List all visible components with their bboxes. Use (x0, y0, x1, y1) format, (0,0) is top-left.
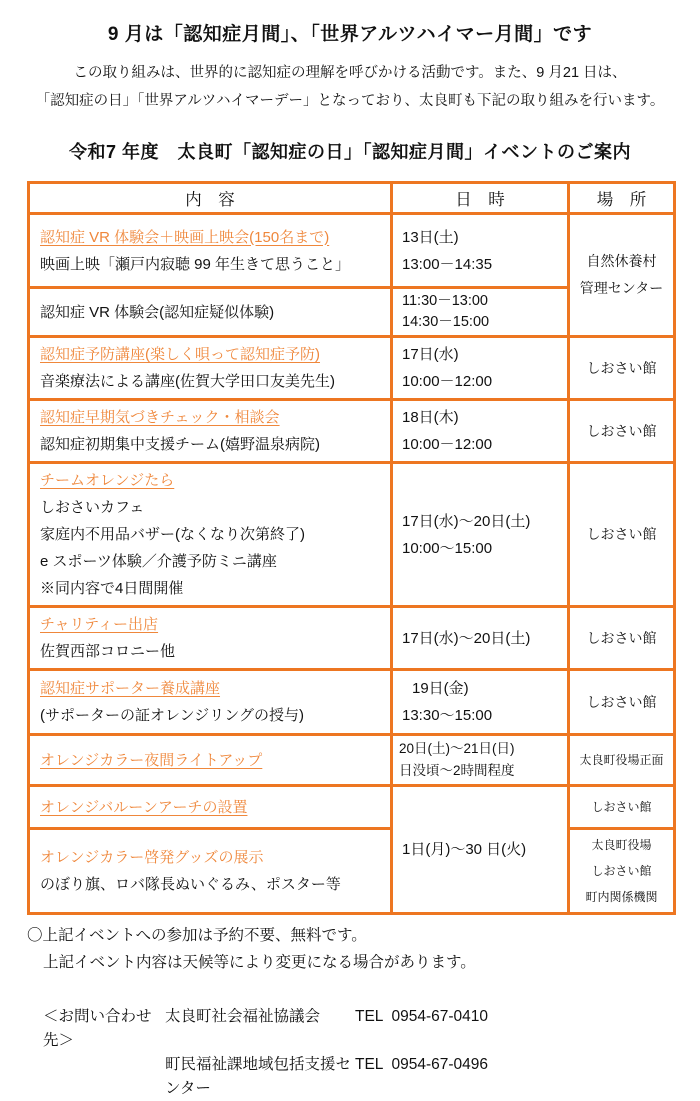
event-detail: ※同内容で4日間開催 (40, 580, 184, 597)
event-detail: 佐賀西部コロニー他 (40, 643, 176, 660)
table-row (29, 400, 675, 463)
event-date-souki-check (392, 400, 569, 463)
table-row (29, 607, 675, 670)
event-date-month-long (392, 786, 569, 914)
event-link-lightup[interactable]: オレンジカラー夜間ライトアップ (40, 751, 263, 769)
event-link-charity[interactable]: チャリティー出店 (40, 616, 159, 633)
event-place-multiple (569, 829, 675, 914)
date-line: 日没頃～2時間程度 (399, 763, 515, 778)
event-link-yobo-koza[interactable]: 認知症予防講座(楽しく唄って認知症予防) (40, 346, 320, 363)
date-line: 1日(月)～30 日(火) (402, 841, 527, 858)
event-content-supporter (29, 670, 392, 735)
event-detail: 認知症 VR 体験会(認知症疑似体験) (40, 303, 275, 321)
contact-label-spacer (43, 1053, 165, 1101)
events-title: 令和7 年度 太良町「認知症の日」「認知症月間」イベントのご案内 (68, 142, 631, 162)
date-line: 11:30－13:00 (402, 293, 488, 309)
table-row (29, 670, 675, 735)
events-table (27, 181, 676, 915)
event-date-team-orange (392, 463, 569, 607)
intro-line-1: この取り組みは、世界的に認知症の理解を呼びかける活動です。また、9 月21 日は、 (73, 65, 627, 81)
event-place-nature-center (569, 214, 675, 337)
event-content-yobo-koza (29, 337, 392, 400)
event-place-shiosai: しおさい館 (569, 607, 675, 670)
table-row (29, 735, 675, 786)
contact-row-1 (43, 1005, 673, 1053)
event-detail: 映画上映「瀬戸内寂聴 99 年生きて思うこと」 (40, 255, 351, 273)
content-column-header: 内 容 (29, 183, 392, 214)
contact-row-2 (43, 1053, 673, 1101)
event-place-shiosai: しおさい館 (569, 786, 675, 829)
event-date-charity (392, 607, 569, 670)
event-content-vr-taiken (29, 288, 392, 337)
event-date-lightup (392, 735, 569, 786)
event-detail: 認知症初期集中支援チーム(嬉野温泉病院) (40, 436, 320, 453)
table-row (29, 214, 675, 288)
date-line: 13:00－14:35 (402, 255, 493, 273)
event-place-shiosai: しおさい館 (569, 463, 675, 607)
notes (27, 922, 673, 976)
event-content-lightup (29, 735, 392, 786)
date-line: 18日(木) (402, 409, 459, 426)
event-link-vr-movie[interactable]: 認知症 VR 体験会＋映画上映会(150名まで) (40, 228, 330, 246)
event-place-shiosai: しおさい館 (569, 670, 675, 735)
event-place-shiosai: しおさい館 (569, 400, 675, 463)
contact-tel-1: TEL 0954-67-0410 (355, 1008, 488, 1025)
date-line: 17日(水) (402, 346, 459, 363)
date-line: 10:00～15:00 (402, 539, 493, 557)
event-detail: のぼり旗、ロバ隊長ぬいぐるみ、ポスター等 (40, 876, 341, 893)
event-content-goods (29, 829, 392, 914)
note-line-2: 上記イベント内容は天候等により変更になる場合があります。 (43, 954, 476, 971)
date-line: 17日(水)～20日(土) (402, 512, 531, 530)
date-line: 14:30－15:00 (402, 314, 490, 330)
event-content-charity (29, 607, 392, 670)
intro-line-2: 「認知症の日」「世界アルツハイマーデー」となっており、太良町も下記の取り組みを行います。 (35, 93, 665, 109)
date-line: 10:00－12:00 (402, 436, 493, 453)
date-line: 17日(水)～20日(土) (402, 629, 531, 647)
table-row (29, 337, 675, 400)
date-line: 10:00－12:00 (402, 373, 493, 390)
event-content-team-orange (29, 463, 392, 607)
event-place-town-hall-front: 太良町役場正面 (569, 735, 675, 786)
place-line: 太良町役場 (591, 838, 652, 852)
event-content-balloon-arch (29, 786, 392, 829)
date-line: 13日(土) (402, 228, 459, 246)
place-line: 管理センター (579, 280, 664, 296)
event-date-vr-taiken (392, 288, 569, 337)
note-line-1: 〇上記イベントへの参加は予約不要、無料です。 (27, 927, 367, 944)
place-column-header: 場 所 (569, 183, 675, 214)
place-line: 町内関係機関 (585, 890, 658, 904)
event-title-goods: オレンジカラー啓発グッズの展示 (40, 849, 264, 866)
date-line: 19日(金) (412, 680, 469, 697)
contact-org-2: 町民福祉課地域包括支援センター (165, 1056, 352, 1097)
event-date-supporter (392, 670, 569, 735)
event-content-vr-movie (29, 214, 392, 288)
contact-block (27, 1005, 673, 1101)
contact-org-1: 太良町社会福祉協議会 (165, 1008, 321, 1025)
datetime-column-header: 日 時 (392, 183, 569, 214)
event-place-shiosai: しおさい館 (569, 337, 675, 400)
intro-paragraph (27, 59, 673, 115)
event-link-team-orange[interactable]: チームオレンジたら (40, 472, 175, 489)
table-row (29, 463, 675, 607)
event-detail: 家庭内不用品バザー(なくなり次第終了) (40, 526, 305, 543)
date-line: 13:30～15:00 (402, 707, 493, 724)
table-row (29, 829, 675, 914)
event-link-supporter[interactable]: 認知症サポーター養成講座 (40, 680, 221, 697)
place-line: しおさい館 (591, 864, 652, 878)
event-content-souki-check (29, 400, 392, 463)
event-detail: (サポーターの証オレンジリングの授与) (40, 707, 304, 724)
event-link-souki-check[interactable]: 認知症早期気づきチェック・相談会 (40, 409, 280, 426)
contact-tel-2: TEL 0954-67-0496 (355, 1056, 488, 1073)
event-date-vr-movie (392, 214, 569, 288)
event-link-balloon-arch[interactable]: オレンジバルーンアーチの設置 (40, 798, 248, 816)
page-title: 9 月は「認知症月間」、「世界アルツハイマー月間」です (107, 24, 593, 45)
event-detail: しおさいカフェ (40, 499, 145, 516)
date-line: 20日(土)～21日(日) (399, 741, 515, 756)
event-date-yobo-koza (392, 337, 569, 400)
contact-label: ＜お問い合わせ先＞ (43, 1008, 152, 1049)
place-line: 自然休養村 (586, 253, 657, 269)
table-row (29, 786, 675, 829)
event-detail: e スポーツ体験／介護予防ミニ講座 (40, 553, 277, 570)
table-header-row (29, 183, 675, 214)
event-detail: 音楽療法による講座(佐賀大学田口友美先生) (40, 373, 335, 390)
